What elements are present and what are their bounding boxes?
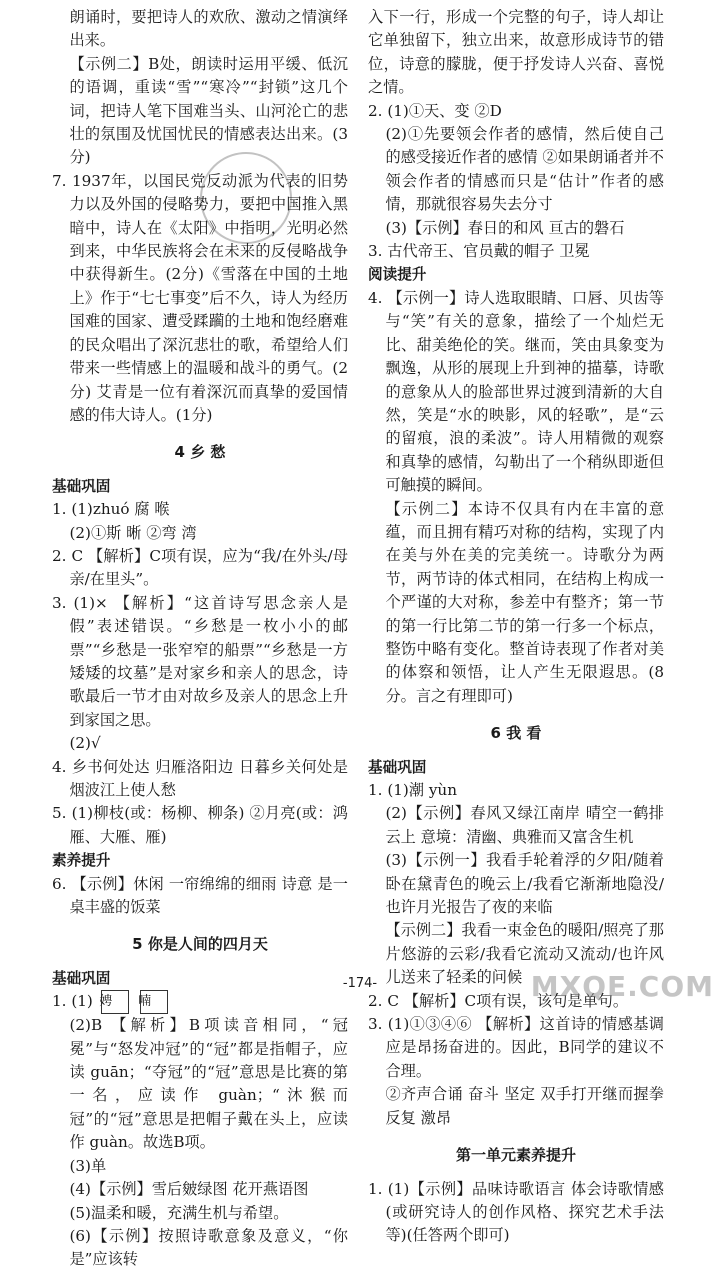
question-1-part-4: (4)【示例】雪后皴绿图 花开燕语图 [69, 1180, 309, 1199]
example-paragraph: 【示例二】本诗不仅具有内在丰富的意蕴，而且拥有精巧对称的结构，实现了内在美与外在美的完美统一。诗歌分为两节，两节诗的体式相同，在结构上构成一个严谨的大对称，参差中有整齐；第一节的第一行比第二节的第一行多一个标点，整饬中略有变化。整首诗表现了作者对美的体察和领悟，让人产生无限遐思。(8分。言之有理即可) [385, 499, 664, 705]
question-3: 3. 古代帝王、官员戴的帽子 卫冕 [368, 242, 590, 261]
question-3: 3. (1)× 【解析】“这首诗写思念亲人是假”表述错误。“乡愁是一枚小小的邮票”“乡愁是一张窄窄的船票”“乡愁是一方矮矮的坟墓”是对家乡和亲人的思念，诗歌最后一节才由对故乡及亲人的思念上升到家国之思。 [52, 593, 348, 729]
continued-paragraph: 入下一行，形成一个完整的句子，诗人却让它单独留下，独立出来，故意形成诗节的错位，诗意的朦胧，便于抒发诗人兴奋、喜悦之情。 [368, 8, 664, 97]
page-number: -174- [342, 976, 378, 991]
lesson-title-4: 4 乡 愁 [174, 443, 226, 462]
question-1-part-2: (2)①斯 晰 ②弯 湾 [69, 523, 197, 542]
question-3: 3. (1)①③④⑥ 【解析】这首诗的情感基调应是昂扬奋进的。因此，B同学的建议不合理。 [368, 1015, 664, 1080]
question-1-part-2: (2)B 【解析】B项读音相同，“冠冕”与“怒发冲冠”的“冠”都是指帽子，应读 guān；“夺冠”的“冠”意思是比赛的第一名，应读作 guàn；“沐猴而冠”的“冠”意思是把帽子戴在头上，应读作 guàn。故选B项。 [69, 1016, 348, 1152]
question-2: 2. (1)①天、变 ②D [368, 101, 502, 120]
section-heading: 基础巩固 [52, 477, 111, 495]
text-line: 朗诵时，要把诗人的欢欣、激动之情演绎出来。 [69, 8, 348, 50]
question-1-boxes [52, 990, 348, 1014]
section-heading: 素养提升 [52, 852, 111, 870]
question-7: 7. 1937年，以国民党反动派为代表的旧势力以及外国的侵略势力，要把中国推入黑暗中，诗人在《太阳》中指明，光明必然到来，中华民族将会在未来的反侵略战争中获得新生。(2分)《雪落在中国的土地上》作于“七七事变”后不久，诗人为经历国难的国家、遭受蹂躏的土地和饱经磨难的民众唱出了深沉悲壮的歌，希望给人们带来一些情感上的温暖和战斗的勇气。(2分) 艾青是一位有着深沉而真挚的爱国情感的伟大诗人。(1分) [52, 171, 348, 424]
unit-title: 第一单元素养提升 [455, 1146, 576, 1165]
question-number: 1. (1) [52, 992, 93, 1011]
lesson-title-5: 5 你是人间的四月天 [132, 935, 268, 954]
question-1-part-6: (6)【示例】按照诗歌意象及意义，“你是”应该转 [69, 1226, 348, 1269]
right-column [368, 6, 664, 1248]
question-4: 4. 乡书何处达 归雁洛阳边 日暮乡关何处是 烟波江上使人愁 [52, 757, 348, 799]
section-heading: 基础巩固 [368, 758, 427, 776]
question-1-part-2: (2)【示例】春风又绿江南岸 晴空一鹤排云上 意境：清幽、典雅而又富含生机 [385, 804, 664, 846]
question-1-part-3: (3)【示例一】我看手轮着浮的夕阳/随着卧在黛青色的晚云上/我看它渐渐地隐没/也许月光报告了夜的来临 [385, 851, 664, 917]
section-heading: 基础巩固 [52, 969, 111, 987]
question-1-part-5: (5)温柔和暖，充满生机与希望。 [69, 1203, 289, 1222]
question-2: 2. C 【解析】C项有误，该句是单句。 [368, 991, 629, 1010]
question-1-part-3: (3)单 [69, 1156, 107, 1175]
question-1: 1. (1)【示例】品味诗歌语言 体会诗歌情感(或研究诗人的创作风格、探究艺术手法等)(任答两个即可) [368, 1179, 664, 1245]
char-box: 娉 [101, 990, 129, 1014]
lesson-title-6: 6 我 看 [490, 724, 542, 743]
question-2: 2. C 【解析】C项有误，应为“我/在外头/母亲/在里头”。 [52, 546, 348, 589]
question-6: 6. 【示例】休闲 一帘绵绵的细雨 诗意 是一桌丰盛的饭菜 [52, 874, 348, 917]
char-box: 喃 [140, 990, 168, 1014]
question-5: 5. (1)柳枝(或：杨柳、柳条) ②月亮(或：鸿雁、大雁、雁) [52, 804, 348, 846]
left-column [52, 6, 348, 1272]
question-4: 4. 【示例一】诗人选取眼睛、口唇、贝齿等与“笑”有关的意象，描绘了一个灿烂无比、甜美绝伦的笑。继而，笑由具象变为飘逸，从形的展现上升到神的描摹，诗歌的意象从人的脸部世界过渡到清新的大自然，笑是“水的映影，风的轻歌”，是“云的留痕，浪的柔波”。诗人用精微的观察和真挚的感情，勾勒出了一个稍纵即逝但可触摸的瞬间。 [368, 288, 664, 495]
section-heading: 阅读提升 [368, 266, 427, 284]
question-3-part-2: ②齐声合诵 奋斗 坚定 双手打开继而握拳 反复 激昂 [385, 1085, 664, 1127]
watermark: MXQE.COM [530, 970, 714, 1003]
question-1: 1. (1)zhuó 腐 喉 [52, 500, 170, 519]
question-2-part-2: (2)①先要领会作者的感情，然后使自己的感受接近作者的感情 ②如果朗诵者并不领会作者的情感而只是“估计”作者的感情，那就很容易失去分寸 [385, 125, 664, 214]
example-paragraph: 【示例二】B处，朗读时运用平缓、低沉的语调，重读“雪”“寒冷”“封锁”这几个词，把诗人笔下国难当头、山河沦亡的悲壮的氛围及忧国忧民的情感表达出来。(3分) [69, 54, 348, 167]
question-1: 1. (1)潮 yùn [368, 781, 457, 799]
example-paragraph: 【示例二】我看一束金色的暖阳/照亮了那片悠游的云彩/我看它流动又流动/也许风儿送来了轻柔的问候 [385, 921, 664, 987]
question-2-part-3: (3)【示例】春日的和风 亘古的磐石 [385, 218, 625, 237]
question-3-part-2: (2)√ [69, 734, 101, 753]
